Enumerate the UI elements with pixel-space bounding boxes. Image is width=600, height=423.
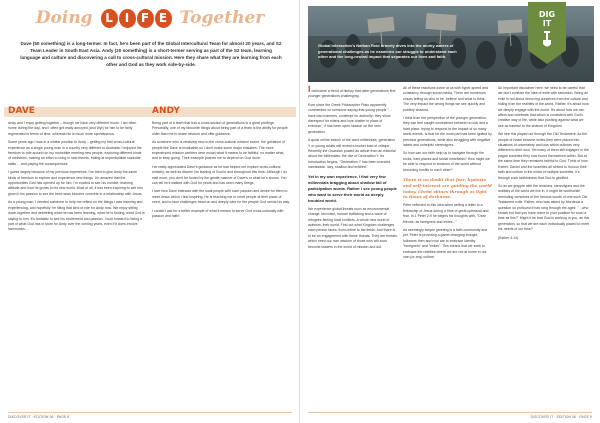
- badge-label: [528, 10, 566, 28]
- life-letter-e: E: [155, 9, 172, 28]
- article-paragraph: So how can our faith help us to navigate through the rocks, hard places and social minefields? How might we be able to respond to tensions of the world without becoming hostile to each other?: [403, 151, 490, 172]
- article-column-2: [403, 86, 492, 263]
- pull-quote: There is no doubt that fear, hysteria and self-interest are guiding the world today. Christ shines through as light in times of darkness.: [403, 177, 492, 200]
- article-paragraph: I think from the perspective of the younger generation, they can feel caught somewhere between a rock and a hard place, trying to respond to the impact of so many world events. Is that for the most part has been ignited by previous generations, while also struggling with negative labels and unhelpful stereotypes.: [403, 116, 492, 148]
- article-paragraph: All of these reactions come at us with hyper-speed and constancy through social media. There are numerous voices telling us who to be, believe and what to think. The very impact the wrong things we see quickly and publicly shamed.: [403, 86, 489, 112]
- dave-paragraph: Andy and I enjoy getting together – though we have very different hours. I am often home during the day, and I often get really annoyed (and Wyl) for him to be fairly regimented in terms of time, whereas his is much more spontaneous.: [8, 121, 137, 136]
- title-life-circles: [100, 9, 172, 28]
- dave-paragraph: Some years ago I was in a similar position to Andy – getting my first cross-cultural experience as a single young man in a country very different to Australia. I enjoyed the freedom to ride around on my motorbike meeting new people, exploring different kinds of ministries, making an effort to bring in new friends, eating at unpredictable roadside stalls ... and paying the consequences.: [8, 140, 142, 166]
- scripture-reference: (Esther 4:14): [498, 235, 519, 240]
- heading-andy: ANDY: [152, 106, 180, 116]
- photo-caption: Global Interaction's Nathan Reid bravely dives into the murky waters of generational challenges as he examines our struggle to understand each other and the long-neutral impact that separates our lives and faith.: [318, 43, 457, 60]
- article-paragraph: We see this played out through the Old Testament. As the people of Israel became exiles they were placed into situations of uncertainty and loss within cultures very different to their own. Yet many of them still engaged in the pagan societies they now found themselves within. But at the same time they remained faithful to God. Think of how Esther, Daniel and the Israelites all strived to honour their faith and culture in the midst of multiple societies. It's through such faithfulness that God is glorified.: [498, 132, 589, 180]
- dave-paragraph: I guess largely because of my previous experience, I've tried to give Andy the same kinds of freedom to explore and experience new things. I'm amazed that the opportunities God has opened up for him. I'm excited to see his humble, learning attitude and how he grows in his new world. Most of all, it has been inspiring to see him grow in his passion to see the best news become concrete in a relationship with Jesus.: [8, 170, 143, 196]
- article-paragraph: Peter reflected to this idea when writing a letter to a fellowship of Jesus during a time of great upheaval and fear. In 1 Peter 2:9 he begins his thoughts with, "Dear friends, as foreigners and exiles...": [403, 203, 489, 224]
- dave-column: [8, 121, 145, 236]
- andy-paragraph: I've really appreciated Dave's guidance as he has helped me explore cross-cultural ministry, as well as discern his leading of God in and throughout this time. Although I do wait more, you don't be fooled by the gentle manner of Dave's or what he's shown. You can tell he's walked with God for years and has seen many things.: [152, 164, 288, 186]
- life-letter-f: F: [137, 9, 154, 28]
- article-paragraph: Ever since the Greek Philosopher Plato apparently commented on someone saying that young people "…have bad manners, contempt for authority; they show disrespect for elders and love chatter in place of exercise", it has been open season on the next generation.: [308, 102, 393, 134]
- name-band: [4, 107, 296, 117]
- title-word-doing: Doing: [35, 8, 93, 28]
- heading-dave: DAVE: [8, 106, 35, 116]
- badge-line-dig: DIG: [538, 10, 556, 19]
- andy-paragraph: As someone who is relatively new to the cross-cultural mission scene, the guidance of people like Dave is invaluable so I don't make some major mistakes. The more experienced mission workers here model what it means to be faithful, no matter what, and to keep going. Their example pushes me to depend on God more.: [152, 140, 286, 161]
- article-paragraph-bold: Yet in my own experience, I find very few millennials bragging about shallow fall of participation words. Rather I see young people who want to serve their world as deeply troubled world.: [308, 173, 397, 203]
- folio-right: DISCOVER IT · EDITION 06 · PAGE 9: [530, 415, 592, 419]
- dave-paragraph: As a young man, I needed someone to help me reflect on the things I was learning and experiencing, and hopefully I'm filling that kind of role for Andy now. We enjoy sitting down together and debriefing what he has been learning, what he is finding, what God is saying to him. It's fantastic to see his excitement and passion. I look forward to being a part of what God has in store for Andy over the coming years, even if it does involve hammocks...: [8, 200, 145, 232]
- article-paragraph: I overcame a trend of history that older generations find younger generations challenging.: [308, 84, 396, 99]
- footer-rule: [308, 412, 592, 413]
- footer-rule: [8, 412, 292, 413]
- shovel-icon: [540, 31, 554, 49]
- dig-it-badge: [528, 2, 566, 64]
- article-paragraph: An important disclaimer here: we need to be careful that we don't confuse the idea of exile with seclusion. Being an exile is not about removing ourselves from the culture and hiding from the realities of the world. Rather, it's about how we deeply engage with the world. It's about how we can affirm and celebrate that which is consistent with God's creative way of life, while also pushing against what we see as harmful to the shalom of Kingdom.: [498, 86, 589, 128]
- andy-column: [152, 121, 291, 223]
- folio-left: DISCOVER IT · EDITION 06 · PAGE 8: [8, 415, 70, 419]
- article-paragraph: We experience global threats such as environmental change, terrorism, human trafficking and a wave of refugees fleeing local conflicts. A whole new world of activism, their world. Find out what Kingdom challenges each person faces, from online to the fields. And there is to be an engagement with these threats. They are threats which need our own wisdom of those who will soon become leaders in the world of mission and aid.: [308, 206, 397, 249]
- article-title: [0, 8, 300, 34]
- intro-text: Dave (50 something) is a long-termer. In fact, he's been part of the Global Intercultural Team for almost 20 years, and S2 Team Leader in South East Asia. Andy (20 something) is a short-termer serving as part of the S2 team, learning language and culture and discovering a call to cross-cultural mission. Here they share what they are learning from each other and God as they work side-by-side.: [20, 41, 282, 67]
- article-paragraph: So as we grapple with the tensions, stereotypes and the realities of the world we live in, it might be worthwhile reminding ourselves of the famous words of one such Old Testament exile. Esther, who was asked by Mordecai a question so profound it has rung through the ages: "…who knows but that you have come to your position for such a time as this?" Might it be that God is working in you, as this generation, so that we are each individually placed to meet the needs of our time?: [498, 183, 590, 232]
- article-column-1: [308, 86, 397, 253]
- life-letter-i: I: [119, 9, 136, 28]
- andy-paragraph: I love how Dave interacts with the local people with such passion and desire for them to meet Jesus which I find inspiring. He is teaching me to meet people at their place of need, and to face challenges head on and deeply care for the people God sends his way.: [152, 189, 290, 205]
- andy-paragraph: I couldn't ask for a better example of what it means to serve God cross-culturally with passion and faith!: [152, 208, 284, 219]
- article-paragraph: As seemingly simple greeting is a faith community and yet, Peter is providing a game-changing thought, followers then and now are to embrace identity "foreigners" and "exiles". This means that we seek to embrace the realities where we are not at home in our own (or any) culture.: [403, 227, 488, 259]
- article-column-3: [498, 86, 590, 244]
- title-word-together: Together: [179, 8, 265, 28]
- badge-line-it: IT: [542, 19, 552, 28]
- article-paragraph: A quick online search of the word millennials, generation Y or young adults will reveal a bucket load of critique. Recently the Guardian posted an article from an editorial about the Millennials: the rise of Generation Y. Its introduction begins, "Generation Y has been branded narcissistic, lazy, shallow and entitled.": [308, 138, 396, 170]
- andy-paragraph: Being part of a team that has a cross-section of generations is a great privilege. Personally, one of my favourite things about being part of a team is the ability for people older than me to share wisdom and offer guidance.: [152, 121, 288, 136]
- life-letter-l: L: [101, 9, 118, 28]
